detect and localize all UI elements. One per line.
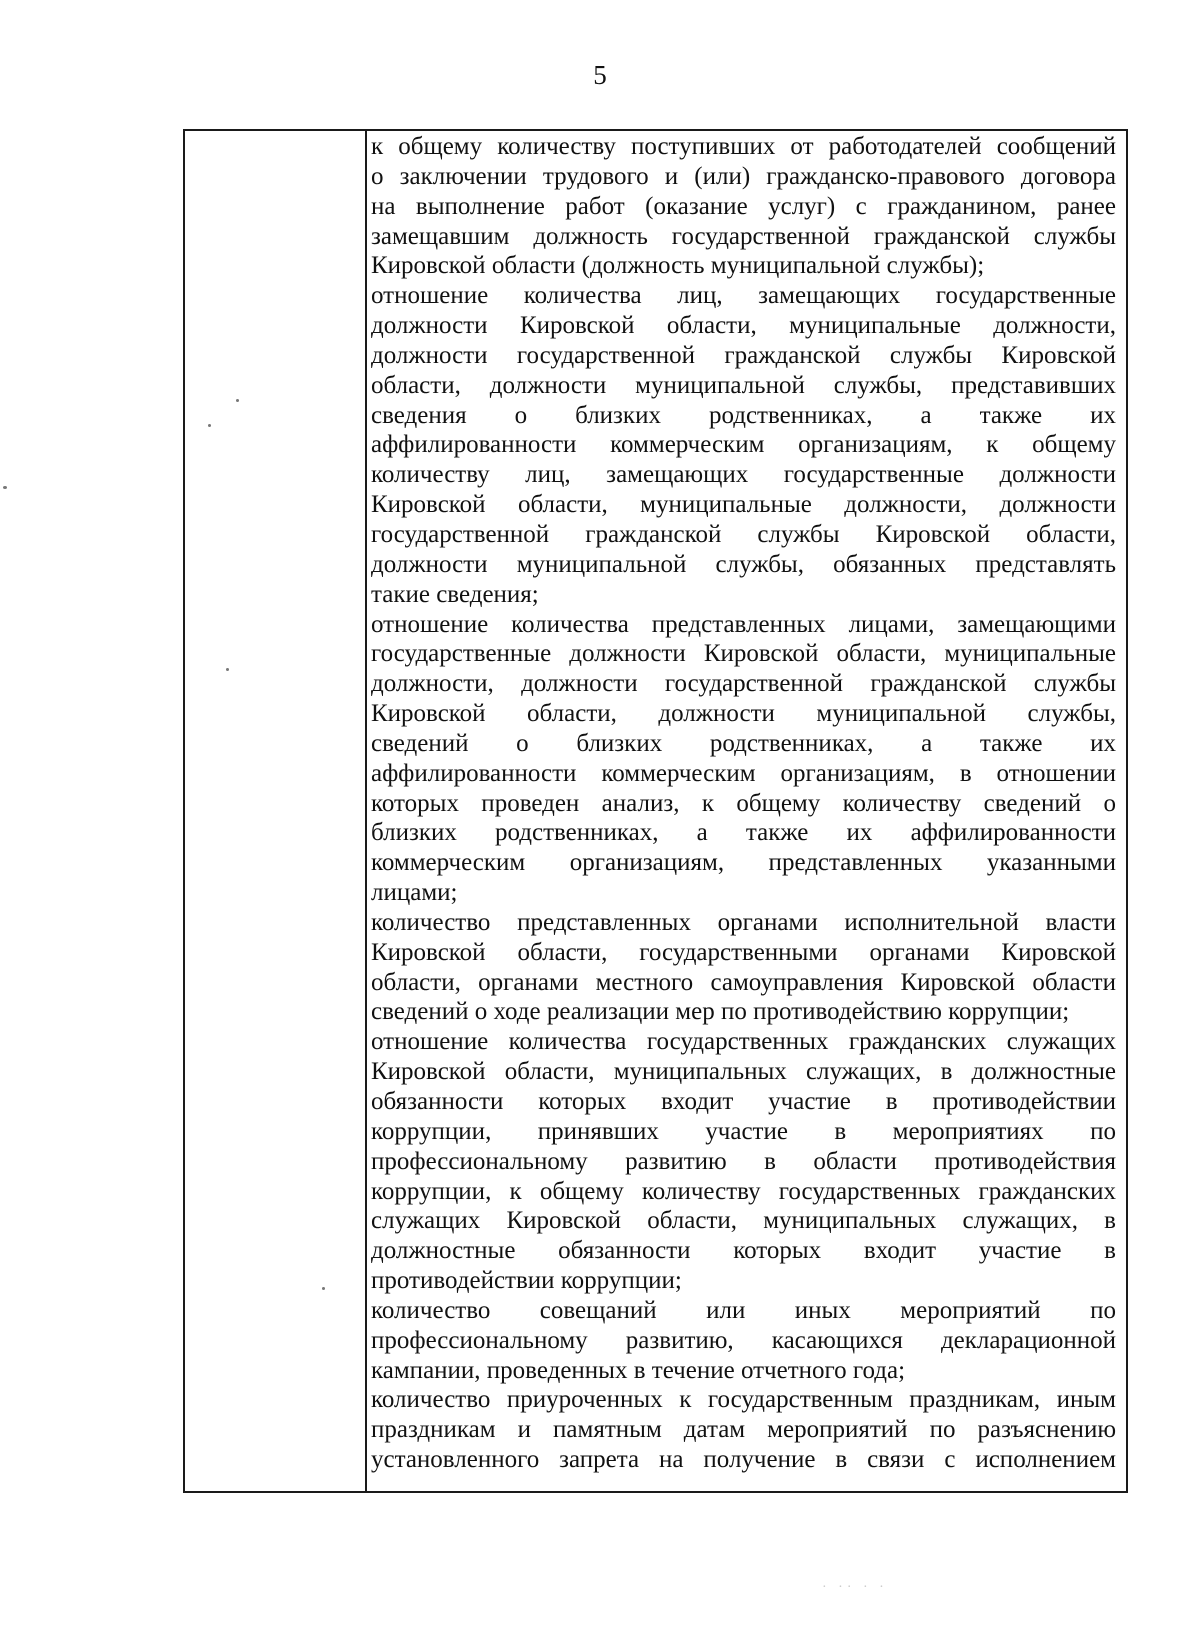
text-line: отношение количества представленных лицами, замещающими <box>371 610 1116 638</box>
text-line: Кировской области, муниципальных служащих, в должностные <box>371 1058 1116 1086</box>
text-line: Кировской области (должность муниципальной службы); <box>371 252 985 280</box>
text-line: должности Кировской области, муниципальные должности, <box>371 312 1116 340</box>
text-line: Кировской области, муниципальные должности, должности <box>371 491 1116 519</box>
text-line: количество совещаний или иных мероприятий по <box>371 1296 1116 1324</box>
text-line: сведений о близких родственниках, а также их <box>371 729 1116 757</box>
text-line: отношение количества государственных гражданских служащих <box>371 1028 1116 1056</box>
scan-speck <box>3 486 7 489</box>
text-line: профессиональному развитию, касающихся декларационной <box>371 1326 1116 1354</box>
text-line: должности, должности государственной гражданской службы <box>371 670 1116 698</box>
text-line: коррупции, к общему количеству государственных гражданских <box>371 1177 1116 1205</box>
text-line: о заключении трудового и (или) гражданско-правового договора <box>371 162 1116 190</box>
text-line: области, должности муниципальной службы, представивших <box>371 371 1116 399</box>
text-line: профессиональному развитию в области противодействия <box>371 1147 1116 1175</box>
text-line: должностные обязанности которых входит участие в <box>371 1237 1116 1265</box>
text-line: аффилированности коммерческим организациям, в отношении <box>371 759 1116 787</box>
text-line: аффилированности коммерческим организациям, к общему <box>371 431 1116 459</box>
text-line: Кировской области, должности муниципальной службы, <box>371 700 1116 728</box>
text-line: праздникам и памятным датам мероприятий по разъяснению <box>371 1416 1116 1444</box>
text-line: государственной гражданской службы Кировской области, <box>371 520 1116 548</box>
text-line: кампании, проведенных в течение отчетного года; <box>371 1356 906 1384</box>
text-line: Кировской области, государственными органами Кировской <box>371 938 1116 966</box>
scan-speck <box>208 424 211 427</box>
table-right-cell <box>367 131 1126 1491</box>
text-line: количество приуроченных к государственным праздникам, иным <box>371 1386 1116 1414</box>
text-line: замещавшим должность государственной гражданской службы <box>371 222 1116 250</box>
table-left-cell <box>185 131 367 1491</box>
text-line: количество представленных органами исполнительной власти <box>371 908 1116 936</box>
scan-speck <box>236 399 239 402</box>
text-line: отношение количества лиц, замещающих государственные <box>371 282 1116 310</box>
text-line: коррупции, принявших участие в мероприятиях по <box>371 1117 1116 1145</box>
text-line: на выполнение работ (оказание услуг) с гражданином, ранее <box>371 192 1116 220</box>
scan-speck <box>226 668 229 671</box>
text-line: количеству лиц, замещающих государственные должности <box>371 461 1116 489</box>
text-line: к общему количеству поступивших от работодателей сообщений <box>371 133 1116 160</box>
text-line: коммерческим организациям, представленных указанными <box>371 849 1116 877</box>
text-line: должности муниципальной службы, обязанных представлять <box>371 550 1116 578</box>
text-line: такие сведения; <box>371 580 539 608</box>
scan-speck <box>322 1287 325 1290</box>
text-line: установленного запрета на получение в связи с исполнением <box>371 1446 1116 1474</box>
page-number: 5 <box>593 60 607 90</box>
text-line: близких родственниках, а также их аффилированности <box>371 819 1116 847</box>
text-line: служащих Кировской области, муниципальных служащих, в <box>371 1207 1116 1235</box>
text-line: которых проведен анализ, к общему количеству сведений о <box>371 789 1116 817</box>
text-line: области, органами местного самоуправления Кировской области <box>371 968 1116 996</box>
text-line: противодействии коррупции; <box>371 1267 682 1295</box>
text-line: лицами; <box>371 879 458 907</box>
text-line: должности государственной гражданской службы Кировской <box>371 341 1116 369</box>
text-line: обязанности которых входит участие в противодействии <box>371 1088 1116 1115</box>
scan-smudge: · ·· · · <box>822 1580 888 1595</box>
text-line: государственные должности Кировской области, муниципальные <box>371 640 1116 668</box>
text-line: сведений о ходе реализации мер по противодействию коррупции; <box>371 998 1070 1026</box>
text-line: сведения о близких родственниках, а также их <box>371 401 1116 429</box>
